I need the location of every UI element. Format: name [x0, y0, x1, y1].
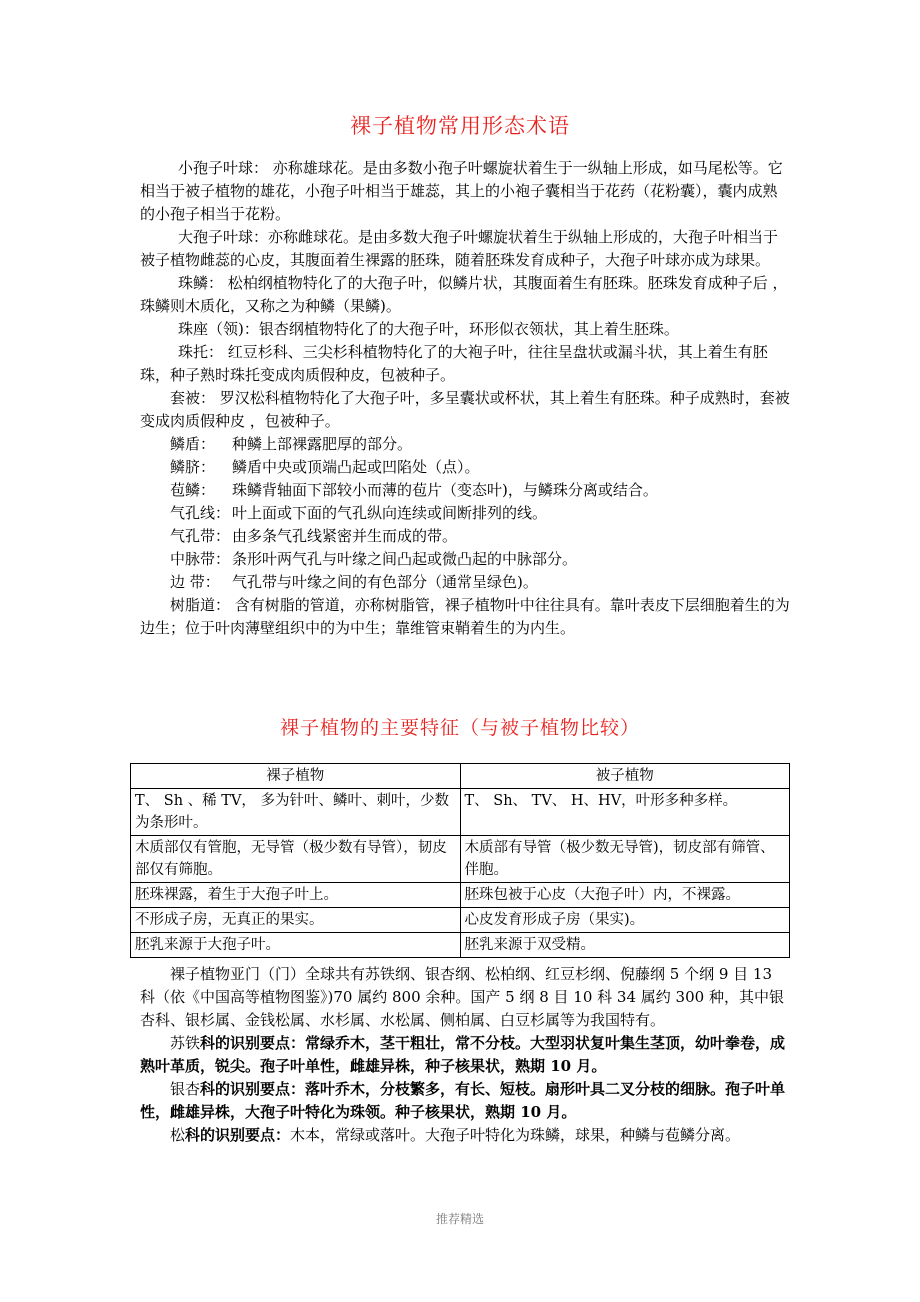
- header-angiosperm: 被子植物: [460, 764, 790, 789]
- table-cell: 胚珠包被于心皮（大孢子叶）内，不裸露。: [460, 883, 790, 908]
- table-cell: 不形成子房，无真正的果实。: [131, 908, 461, 933]
- table-cell: 心皮发育形成子房（果实)。: [460, 908, 790, 933]
- paragraph-aril-cup: 珠托： 红豆杉科、三尖杉科植物特化了的大袍子叶，往往呈盘状或漏斗状，其上着生有胚珠，种子熟时珠托变成肉质假种皮，包被种子。: [140, 343, 768, 384]
- paragraph-microsporophyll-cone: 小孢子叶球： 亦称雄球花。是由多数小孢子叶螺旋状着生于一纵轴上形成，如马尾松等。它相当于被子植物的雄花，小孢子叶相当于雄蕊，其上的小袍子囊相当于花药（花粉囊），囊内成熟的小孢子相当于花粉。: [140, 159, 783, 223]
- table-cell: 木质部仅有管胞，无导管（极少数有导管），韧皮部仅有筛胞。: [131, 836, 461, 883]
- term-marginal-band: 边 带： 气孔带与叶缘之间的有色部分（通常呈绿色)。: [170, 573, 538, 591]
- table-cell: 胚乳来源于大孢子叶。: [131, 933, 461, 958]
- family-pinaceae: 松科的识别要点：木本，常绿或落叶。大孢子叶特化为珠鳞，球果，种鳞与苞鳞分离。: [170, 1126, 741, 1144]
- table-cell: T、 Sh 、稀 TV， 多为针叶、鳞叶、刺叶，少数为条形叶。: [131, 789, 461, 836]
- table-row: [131, 883, 790, 908]
- term-midrib-band: 中脉带： 条形叶两气孔与叶缘之间凸起或微凸起的中脉部分。: [170, 550, 578, 568]
- family-ginkgoaceae: 银杏科的识别要点：落叶乔木，分枝繁多，有长、短枝。扇形叶具二叉分枝的细脉。孢子叶单性，雌雄异株，大孢子叶特化为珠领。种子核果状，熟期 10 月。: [140, 1080, 786, 1121]
- page-footer: 推荐精选: [435, 1212, 484, 1226]
- paragraph-ovuliferous-scale: 珠鳞： 松柏纲植物特化了的大孢子叶，似鳞片状，其腹面着生有胚珠。胚珠发育成种子后 ，珠鳞则木质化，又称之为种鳞（果鳞)。: [140, 274, 788, 315]
- table-row: [131, 908, 790, 933]
- term-stomatal-band: 气孔带： 由多条气孔线紧密并生而成的带。: [170, 527, 458, 545]
- table-row: [131, 836, 790, 883]
- classification-section: [140, 963, 790, 1147]
- comparison-title: 裸子植物的主要特征（与被子植物比较）: [279, 717, 640, 739]
- page-title: 裸子植物常用形态术语: [350, 114, 570, 138]
- paragraph-resin-canal: 树脂道： 含有树脂的管道，亦称树脂管，裸子植物叶中往往具有。靠叶表皮下层细胞着生的为边生；位于叶肉薄壁组织中的为中生；靠维管束鞘着生的为内生。: [140, 596, 790, 637]
- term-stomatal-line: 气孔线： 叶上面或下面的气孔纵向连续或间断排列的线。: [170, 504, 548, 522]
- table-row: [131, 789, 790, 836]
- table-cell: 胚乳来源于双受精。: [460, 933, 790, 958]
- paragraph-collar: 珠座（领)：银杏纲植物特化了的大孢子叶，环形似衣领状，其上着生胚珠。: [178, 320, 679, 338]
- comparison-table: [130, 763, 790, 958]
- table-cell: 木质部有导管（极少数无导管)，韧皮部有筛管、伴胞。: [460, 836, 790, 883]
- term-apophysis: 鳞盾： 种鳞上部裸露肥厚的部分。: [170, 435, 413, 453]
- paragraph-epimatium: 套被： 罗汉松科植物特化了大孢子叶，多呈囊状或杯状，其上着生有胚珠。种子成熟时，套被变成肉质假种皮 ，包被种子。: [140, 389, 790, 430]
- family-cycadaceae: 苏铁科的识别要点：常绿乔木，茎干粗壮，常不分枝。大型羽状复叶集生茎顶，幼叶拳卷，成熟叶革质，锐尖。孢子叶单性，雌雄异株，种子核果状，熟期 10 月。: [140, 1034, 786, 1075]
- table-header-row: [131, 764, 790, 789]
- terminology-section: [140, 157, 790, 640]
- table-row: [131, 933, 790, 958]
- header-gymnosperm: 裸子植物: [131, 764, 461, 789]
- term-bract-scale: 苞鳞： 珠鳞背轴面下部较小而薄的苞片（变态叶)，与鳞珠分离或结合。: [170, 481, 658, 499]
- table-cell: 胚珠裸露，着生于大孢子叶上。: [131, 883, 461, 908]
- table-cell: T、 Sh、 TV、 H、HV，叶形多种多样。: [460, 789, 790, 836]
- paragraph-summary: 裸子植物亚门（门）全球共有苏铁纲、银杏纲、松柏纲、红豆杉纲、倪藤纲 5 个纲 9 目 13 科（依《中国高等植物图鉴》)70 属约 800 余种。国产 5 纲 8 目 10 科 34 属约 300 种，其中银杏科、银杉属、金钱松属、水杉属、水松属、侧柏属、白豆杉属等为我国特有。: [140, 965, 784, 1029]
- paragraph-megasporophyll-cone: 大孢子叶球：亦称雌球花。是由多数大孢子叶螺旋状着生于纵轴上形成的，大孢子叶相当于被子植物雌蕊的心皮，其腹面着生裸露的胚珠，随着胚珠发育成种子，大孢子叶球亦成为球果。: [140, 228, 779, 269]
- term-umbo: 鳞脐： 鳞盾中央或顶端凸起或凹陷处（点）。: [170, 458, 480, 476]
